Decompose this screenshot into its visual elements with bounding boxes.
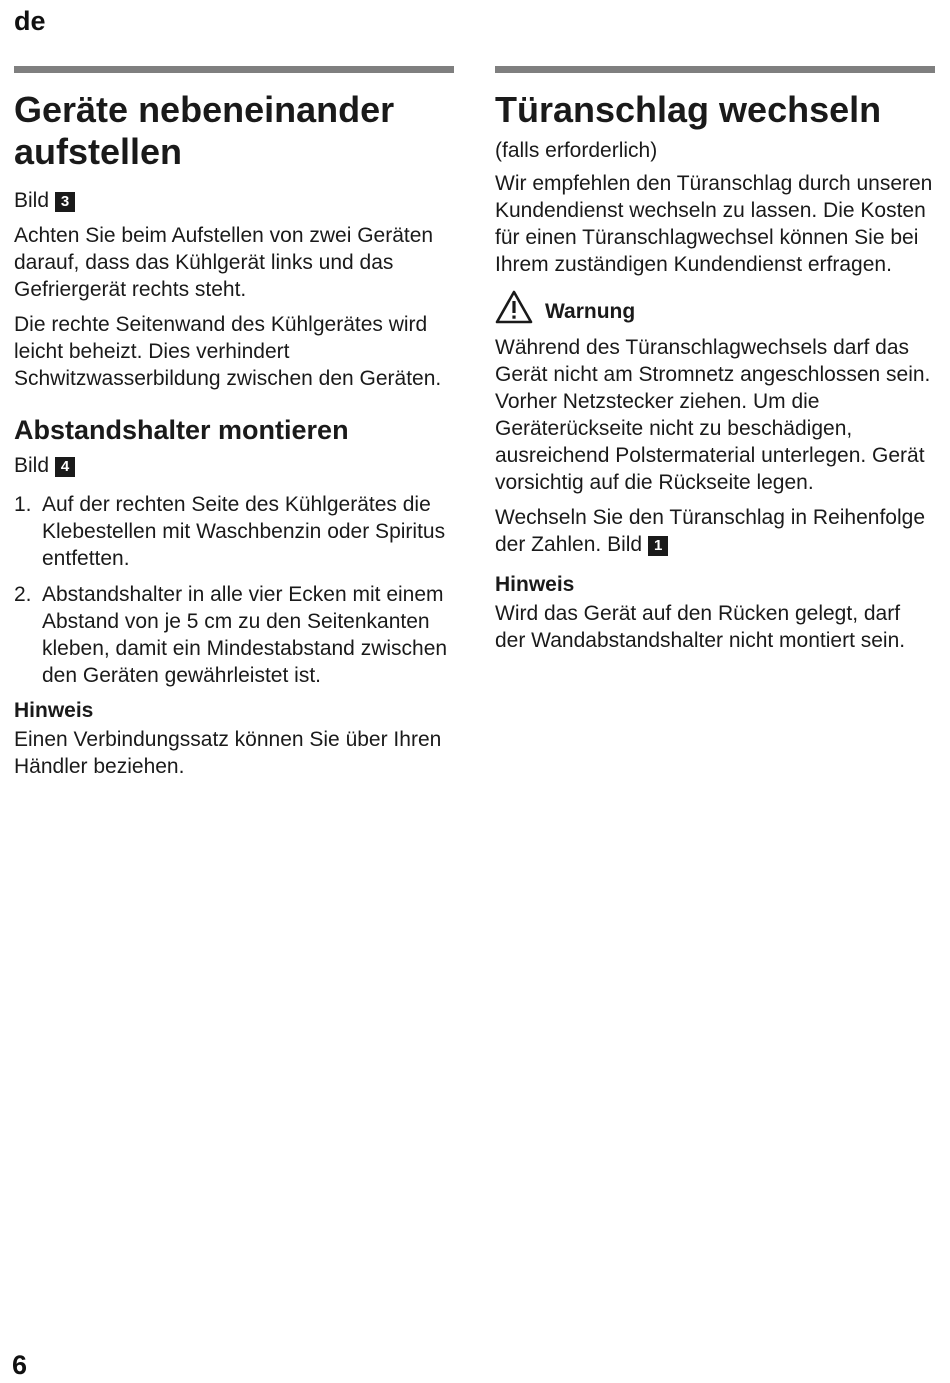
instruction-paragraph bbox=[495, 504, 935, 558]
paragraph: Achten Sie beim Aufstellen von zwei Geräten darauf, dass das Kühlgerät links und das Gefriergerät rechts steht. bbox=[14, 224, 434, 301]
step-text: Auf der rechten Seite des Kühlgerätes die Klebestellen mit Waschbenzin oder Spiritus entfetten. bbox=[42, 493, 446, 570]
figure-label: Bild bbox=[14, 454, 50, 477]
instruction-text: Wechseln Sie den Türanschlag in Reihenfolge der Zahlen. bbox=[495, 506, 925, 556]
steps-list bbox=[14, 491, 454, 689]
step-number: 2. bbox=[14, 583, 32, 606]
left-column bbox=[14, 66, 454, 788]
warning-header bbox=[495, 290, 935, 324]
warning-title: Warnung bbox=[545, 300, 636, 323]
note-title: Hinweis bbox=[495, 573, 575, 596]
warning-text: Während des Türanschlagwechsels darf das Gerät nicht am Stromnetz angeschlossen sein. Vorher Netzstecker ziehen. Um die Geräterückseite nicht zu beschädigen, ausreichend Polstermaterial unterlegen. Gerät vorsichtig auf die Rückseite legen. bbox=[495, 336, 931, 494]
figure-label: Bild bbox=[607, 533, 643, 556]
paragraph: Wir empfehlen den Türanschlag durch unseren Kundendienst wechseln zu lassen. Die Kosten für einen Türanschlagwechsel können Sie bei Ihrem zuständigen Kundendienst erfragen. bbox=[495, 172, 933, 276]
figure-number-badge: 1 bbox=[648, 536, 668, 556]
section-title-side-by-side: Geräte nebeneinander aufstellen bbox=[14, 89, 395, 172]
note-text: Einen Verbindungssatz können Sie über Ihren Händler beziehen. bbox=[14, 728, 442, 778]
figure-number-badge: 4 bbox=[55, 457, 75, 477]
figure-number-badge: 3 bbox=[55, 192, 75, 212]
note-title: Hinweis bbox=[14, 699, 94, 722]
paragraph: Die rechte Seitenwand des Kühlgerätes wird leicht beheizt. Dies verhindert Schwitzwasserbildung zwischen den Geräten. bbox=[14, 313, 442, 390]
note-text: Wird das Gerät auf den Rücken gelegt, darf der Wandabstandshalter nicht montiert sein. bbox=[495, 602, 906, 652]
figure-reference bbox=[14, 187, 454, 214]
subsection-title-spacers: Abstandshalter montieren bbox=[14, 415, 349, 445]
page-number: 6 bbox=[12, 1350, 28, 1380]
right-column bbox=[495, 66, 935, 662]
subtitle: (falls erforderlich) bbox=[495, 139, 658, 162]
section-divider bbox=[495, 66, 935, 73]
list-item bbox=[14, 491, 454, 572]
section-divider bbox=[14, 66, 454, 73]
list-item bbox=[14, 581, 454, 689]
step-text: Abstandshalter in alle vier Ecken mit einem Abstand von je 5 cm zu den Seitenkanten kleben, damit ein Mindestabstand zwischen den Geräten gewährleistet ist. bbox=[42, 583, 448, 687]
language-code: de bbox=[14, 6, 46, 36]
section-title-door-hinge: Türanschlag wechseln bbox=[495, 89, 882, 130]
warning-triangle-icon bbox=[495, 290, 533, 324]
step-number: 1. bbox=[14, 493, 32, 516]
figure-reference bbox=[14, 452, 454, 479]
figure-label: Bild bbox=[14, 189, 50, 212]
